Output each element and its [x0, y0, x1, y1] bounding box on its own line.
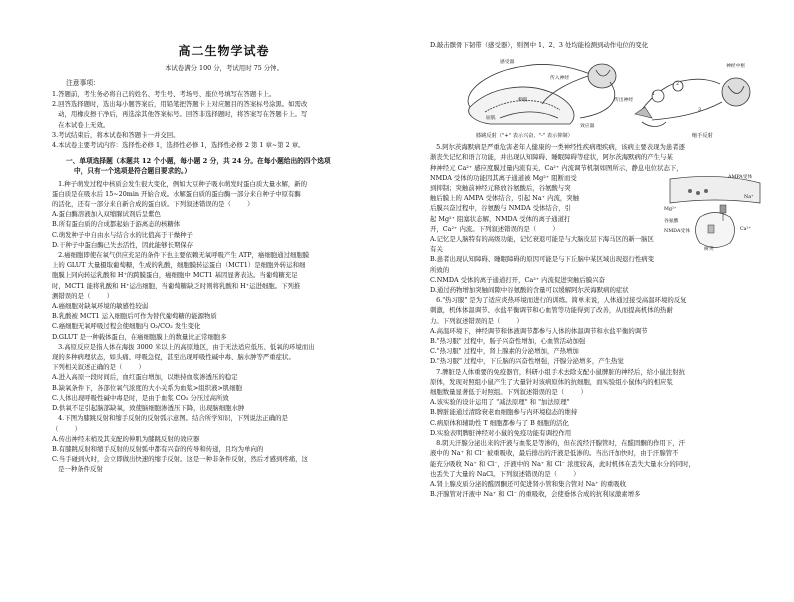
- question-text-line: D.通过药物增加突触间隙中谷氨酸的含量可以缓解阿尔茨海默病的症状: [430, 286, 629, 295]
- question-text-line: 后膜兴奋过程中，谷氨酸与 NMDA 受体结合，引: [430, 204, 571, 213]
- notice-item: 动，用橡皮擦干净后，再选涂其他答案标号。回答非选择题时，将答案写在答题卡上。写: [52, 110, 308, 119]
- question-text-line: 渐丧失记忆和语言功能，并出现认知障碍、睡眠障碍等症状，阿尔茨海默病的产生与某: [430, 153, 673, 162]
- diagram-label: 伸肌: [518, 98, 528, 104]
- question-text-line: 时，MCT1 能将乳酸和 H⁺运出细胞，当葡萄糖缺乏时则将乳酸和 H⁺运进细胞。下列推: [52, 281, 301, 290]
- notice-item: 4.本试卷主要考试内容：选择性必修 1，选择性必修 1，选择性必修 2 第 1 章~第 2 章。: [52, 141, 305, 150]
- reflex-arc-illustration: [430, 52, 760, 134]
- exam-subtitle: 本试卷满分 100 分，考试用时 75 分钟。: [165, 64, 283, 72]
- section-heading: [66, 156, 396, 176]
- question-text-line: D.实验表明脾脏神经对小鼠的免疫功能有调控作用: [430, 428, 572, 437]
- question-text-line: 的活化，还有一部分来自新合成的蛋白质。下列叙述错误的是（ ）: [52, 200, 254, 209]
- question-text-line: NMDA 受体的功能因其离子通道被 Mg²⁺ 阻断而受: [430, 173, 577, 182]
- question-text-line: B.乳酸被 MCT1 运入细胞后可作为替代葡萄糖的能源物质: [52, 312, 217, 321]
- question-text-line: C.萌发种子中自由水与结合水的比值高于干燥种子: [52, 230, 193, 239]
- right-column: [430, 40, 770, 602]
- diagram-label: 感受器: [500, 60, 515, 66]
- question-text-line: B.患者出现认知障碍、睡眠障碍的原因可能是与下丘脑中某区域出现退行性病变所致的: [430, 255, 655, 274]
- question-text-line: 3.高原反应是指人体在海拔 3000 米以上的高原地区，由于无法适应低压、低氧的环境而出: [52, 342, 315, 351]
- question-4-option-d: D.敲击髌骨下韧带（感受器），则图中 1、2、3 处均能检测到动作电位的变化: [430, 41, 649, 49]
- notice-list: [52, 89, 396, 150]
- question-text-line: 5.阿尔茨海默病是严重危害老年人健康的一类神经性疾病理疾病，该病主要表现为患者逐: [430, 143, 686, 152]
- question-text-line: B.有膝跳反射和缩手反射的反射弧中都有兴奋的传导和传递，且均为单向的: [52, 444, 264, 453]
- notice-item: 在本试卷上无效。: [52, 120, 110, 129]
- question-text-line: 7.脾脏是人体重要的免疫器官，科研小组手术去除支配小鼠脾脏的神经后，给小鼠注射抗: [430, 367, 686, 376]
- question-text-line: （ ）: [52, 424, 82, 433]
- synapse-label: 谷氨酸: [664, 218, 679, 224]
- notice-heading: 注意事项：: [66, 79, 100, 87]
- question-text-line: 测错误的是（ ）: [52, 291, 113, 300]
- question-text-line: 1.种子萌发过程中核质会发生很大变化，例如大豆种子吸水萌发时蛋白质大量水解，新的: [52, 179, 308, 188]
- question-text-line: 上的 GLUT 大量摄取葡萄糖，生成的乳酸，细胞膜转运蛋白（MCT1）是细胞外转运和细: [52, 261, 306, 270]
- question-text-line: 力。下列叙述错误的是（ ）: [430, 316, 523, 325]
- diagram-label: 神经中枢: [726, 64, 746, 70]
- question-text-line: 是一种条件反射: [52, 465, 103, 474]
- question-text-line: 起 Mg²⁺ 阻塞状态解，NMDA 受体的离子通道打: [430, 214, 571, 223]
- question-text-line: A.肾上腺皮质分泌的醛固酮还可促进肾小管和集合管对 Na⁺ 的重吸收: [430, 479, 627, 488]
- synapse-label: AMPA受体: [728, 174, 753, 180]
- reflex-arc-diagram: [430, 52, 760, 142]
- synapse-label: NMDA受体: [664, 228, 691, 234]
- section-heading-line: 一、单项选择题（本题共 12 个小题，每小题 2 分，共 24 分。在每小题给出的四个选项: [66, 157, 331, 166]
- question-text-line: 8.阴天汗腺分泌出来的汗液与血浆是等渗的，但在流经汗腺管时，在醛固酮的作用下，汗: [430, 439, 686, 448]
- diagram-label: 传出神经: [614, 98, 634, 104]
- question-text-line: A.记忆是人脑特有的高级功能，记忆衰退可能是与大脑皮层下海马区的新一脑区有关: [430, 235, 654, 254]
- withdrawal-reflex: [635, 78, 750, 127]
- question-text-line: A.传出神经末梢及其支配的伸肌为膝跳反射的效应器: [52, 434, 200, 443]
- question-text-line: B.缺氧条件下，各部位氧气浓度的大小关系为血浆>组织液>肌细胞: [52, 383, 242, 392]
- question-text-line: D.GLUT 是一种载体蛋白，在癌细胞膜上的数量比正常细胞多: [52, 332, 227, 341]
- question-text-line: 细胞数量显著低于对照组。下列叙述错误的是（ ）: [430, 388, 587, 397]
- question-text-line: 原体，发现对照组小鼠产生了大量针对该病原体的抗细胞，而实验组小鼠体内的相应浆: [430, 377, 673, 386]
- question-text-line: 蛋白质是在吸水后 15~20min 开始合成。水解蛋白质的蛋白酶一部分来自种子中原有酶: [52, 189, 301, 198]
- section-heading-line: 中，只有一个选项是符合题目要求的。）: [74, 167, 192, 176]
- synapse-label: Ca²⁺: [740, 226, 751, 232]
- question-text-line: B.汗腺管对汗液中 Na⁺ 和 Cl⁻ 的重吸收，会使垂体合成的抗利尿激素增多: [430, 490, 641, 499]
- question-text-line: 4.下图为膝跳反射和缩手反射的反射弧示意图。结合所学知识，下列说法正确的是: [52, 414, 288, 423]
- question-text-line: 6."热习服" 是为了适应炎热环境而进行的训练。简单来说，人体通过接受高温环境的反复: [430, 296, 687, 305]
- question-text-line: A.进入高原一段时间后，血红蛋白增加，以维持血浆渗透压的稳定: [52, 373, 238, 382]
- question-text-line: A.蛋白酶溶液加入双缩脲试剂后呈紫色: [52, 210, 161, 219]
- synapse-label: Mg²⁺: [664, 206, 677, 212]
- synapse-illustration: [660, 173, 770, 253]
- question-text-line: D."热习服" 过程中，下丘脑的兴奋性增强，汗腺分泌增多，产生热觉: [430, 357, 624, 366]
- exam-title: 高二生物学试卷: [178, 44, 270, 58]
- question-text-line: C."热习服" 过程中，肾上腺素的分泌增加，产热增加: [430, 347, 579, 356]
- diagram-label: 效应器: [580, 124, 595, 130]
- diagram-label: 屈肌: [486, 116, 496, 122]
- synapse-label: 树突: [704, 246, 714, 252]
- notice-item: 3.考试结束后，将本试卷和答题卡一并交回。: [52, 130, 180, 139]
- question-text-line: 刺激，机体体温调节、水盐平衡调节和心血管等功能得到了改善，从而提高机体的热耐: [430, 306, 673, 315]
- question-text-line: 下列相关叙述正确的是（ ）: [52, 363, 145, 372]
- question-text-line: C.癌细胞无氧呼吸过程会使细胞内 O₂/CO₂ 发生变化: [52, 322, 201, 331]
- right-questions: [430, 142, 770, 499]
- notice-item: 2.回答选择题时，选出每小题答案后，用铅笔把答题卡上对应题目的答案标号涂黑。如需改: [52, 100, 308, 109]
- question-text-line: C.NMDA 受体的离子通道打开，Ca²⁺ 内流促进突触后膜兴奋: [430, 275, 606, 284]
- question-text-line: 种神经元 Ca²⁺ 感应度膜过量内流有关，Ca²⁺ 内流调节机制如图所示，静息电位状态下，: [430, 163, 683, 172]
- question-text-line: D.供氧不足引起脑部缺氧，致使脑细胞渗透压下降，出现脑细胞水肿: [52, 404, 245, 413]
- question-text-line: B."热习服" 过程中，肠子兴奋性增加，心血管活动加强: [430, 337, 586, 346]
- question-text-line: 液中的 Na⁺ 和 Cl⁻ 被重吸收，最后排出的汗液是低渗的。当出汗加快时，由于汗腺管不: [430, 449, 679, 458]
- question-text-line: A.该实验的设计运用了 "减法原理" 和 "加法原理": [430, 398, 570, 407]
- question-text-line: C.病原体和辅助性 T 细胞都参与了 B 细胞的活化: [430, 418, 569, 427]
- diagram-label: 传入神经: [550, 76, 570, 82]
- left-questions: [52, 179, 396, 475]
- diagram-caption-right: 缩手反射: [692, 133, 713, 140]
- question-text-line: B.脾脏能通过清除衰老血细胞参与内环境稳态的维持: [430, 408, 578, 417]
- question-text-line: 触后膜上的 AMPA 受体结合，引起 Na⁺ 内流，突触: [430, 194, 580, 203]
- question-text-line: 能充分吸收 Na⁺ 和 Cl⁻，汗液中的 Na⁺ 和 Cl⁻ 浓度较高，此时机体在丢失大量水分的同时，: [430, 459, 695, 468]
- synapse-label: Na⁺: [744, 194, 754, 200]
- diagram-label: 2: [676, 82, 680, 88]
- question-text-line: 到抑制；突触前神经元释放谷氨酸后，谷氨酸与突: [430, 184, 571, 193]
- question-text-line: 开，Ca²⁺ 内流。下列叙述错误的是（ ）: [430, 224, 559, 233]
- question-text-line: 2.癌细胞即使在氧气供应充足的条件下也主要依赖无氧呼吸产生 ATP，癌细胞通过细胞膜: [52, 251, 310, 260]
- question-text-line: C.当手碰到火时，会立即做出快速的缩手反射。这是一种非条件反射，然后才感到疼痛，这: [52, 455, 308, 464]
- question-text-line: 胞膜上同向转运乳酸和 H⁺的跨膜蛋白，癌细胞中 MCT1 基因显著表达。当葡萄糖充足: [52, 271, 298, 280]
- diagram-label: 3: [698, 108, 702, 114]
- question-text-line: A.高温环境下，神经调节和体液调节都参与人体的体温调节和水盐平衡的调节: [430, 326, 648, 335]
- question-text-line: C.人体出现呼吸性碱中毒是时，是由于血浆 CO₂ 分压过高所致: [52, 393, 229, 402]
- question-text-line: B.所有蛋白质的合成都起始于游离态的核糖体: [52, 220, 181, 229]
- notice-item: 1.答题前，考生务必将自己的姓名、考生号、考场号、座位号填写在答题卡上。: [52, 90, 276, 98]
- question-text-line: A.癌细胞对缺氧环境的敏感性较弱: [52, 302, 149, 311]
- question-text-line: D.干种子中蛋白酶已失去活性，因此能够长期保存: [52, 240, 194, 249]
- diagram-caption-left: 膝跳反射（"+" 表示兴奋，"-" 表示抑制）: [476, 133, 573, 140]
- synapse-figure: [660, 173, 770, 253]
- question-text-line: 现的多种病理状态，如头痛、呼吸急促，甚至出现呼吸性碱中毒、脑水肿等严重症状。: [52, 353, 295, 362]
- left-column: [52, 40, 396, 602]
- question-text-line: 也丢失了大量的 NaCl。下列叙述错误的是（ ）: [430, 469, 580, 478]
- diagram-label: 1: [652, 92, 656, 98]
